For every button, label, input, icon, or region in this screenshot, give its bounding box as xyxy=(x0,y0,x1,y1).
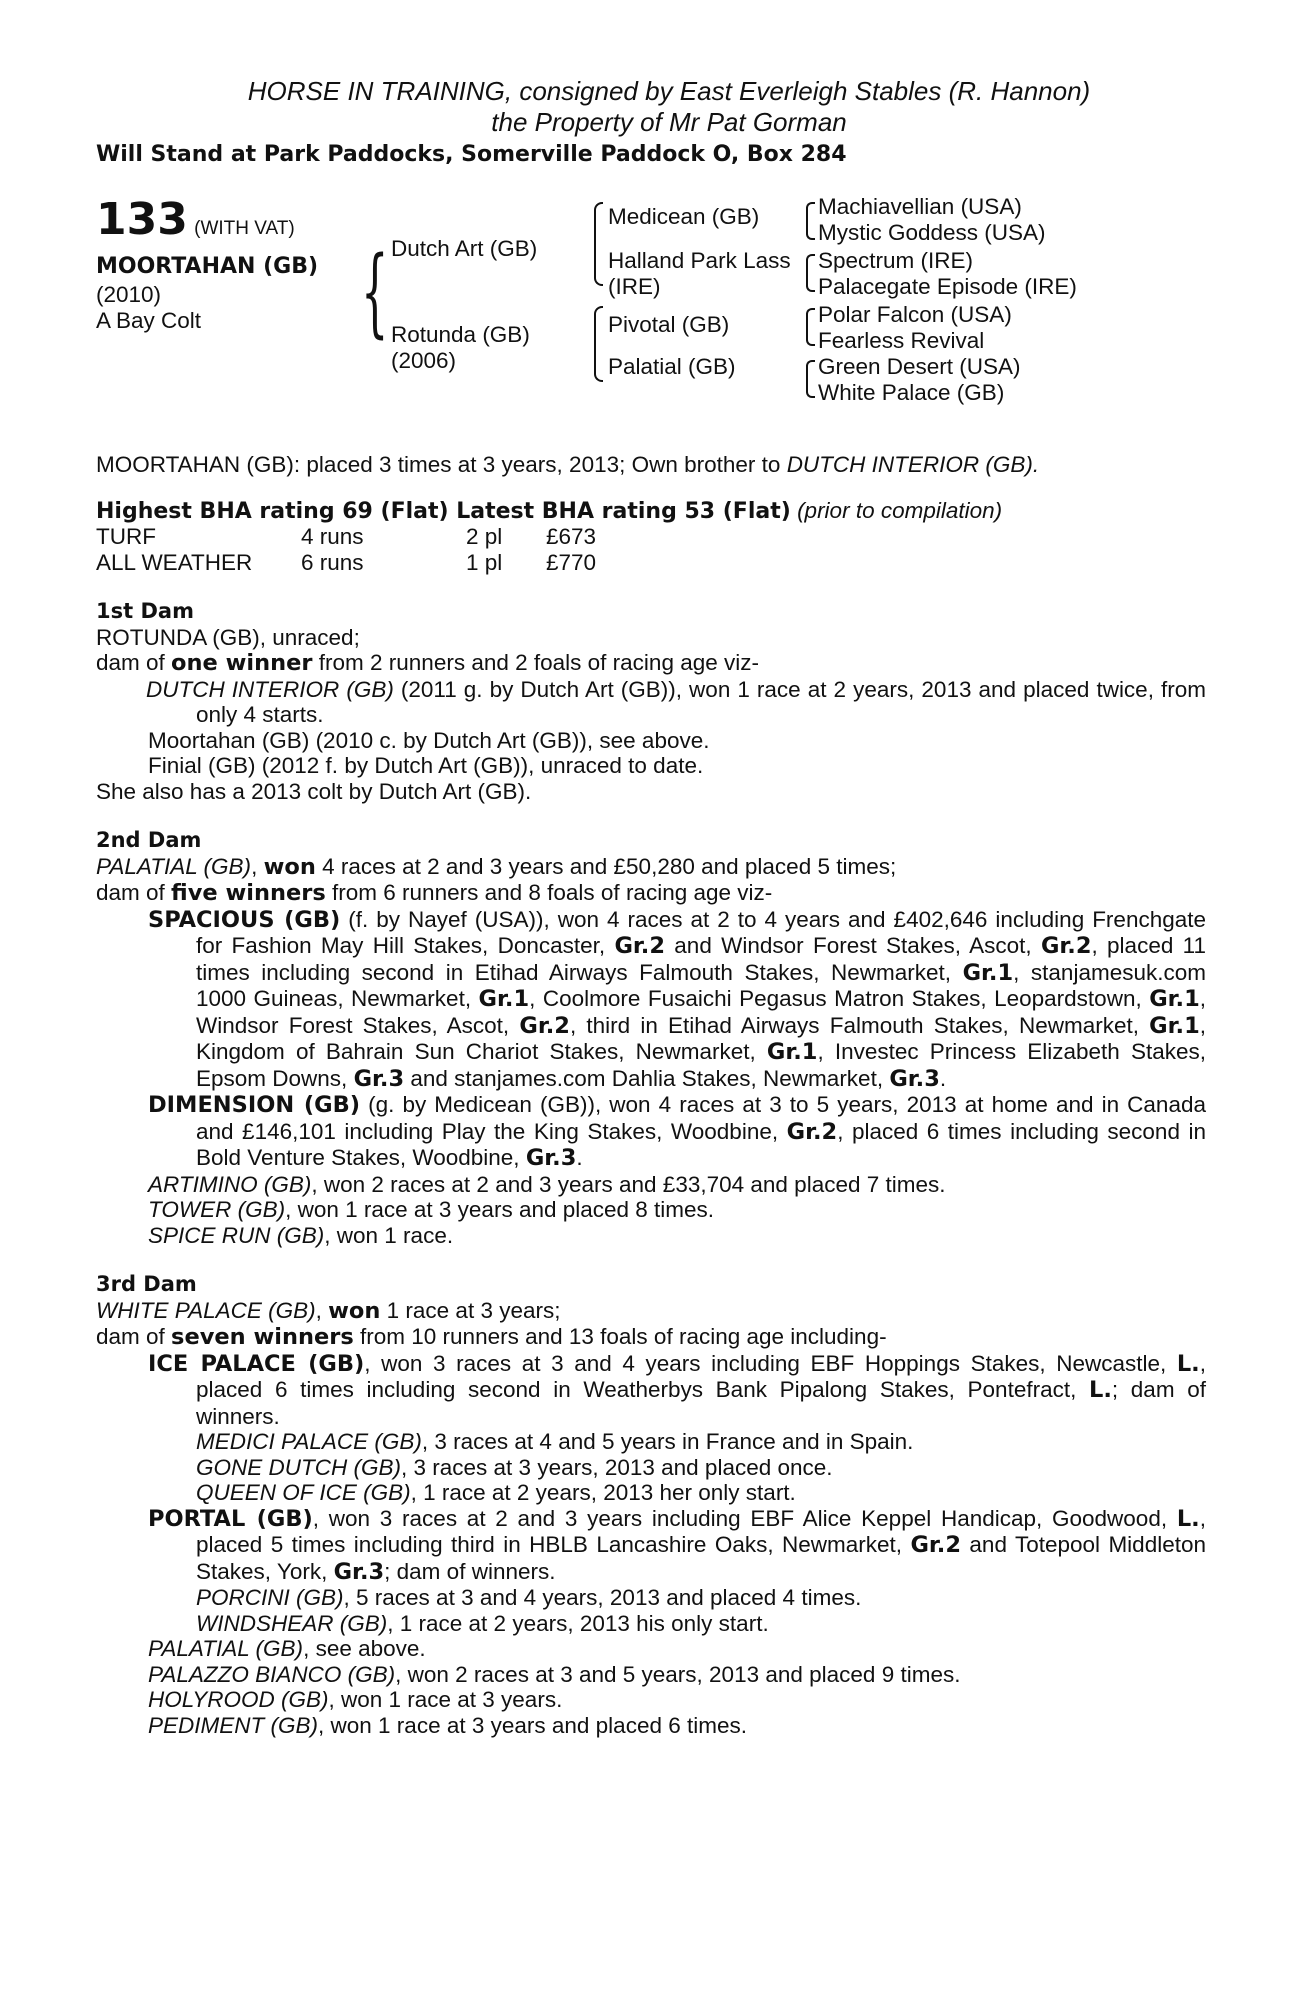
record-runs: 4 runs xyxy=(301,524,364,549)
produce-entry: HOLYROOD (GB), won 1 race at 3 years. xyxy=(148,1687,563,1712)
produce-entry: PALAZZO BIANCO (GB), won 2 races at 3 and 5 years, 2013 and placed 9 times. xyxy=(148,1661,961,1687)
produce-grandchild: QUEEN OF ICE (GB), 1 race at 2 years, 2013 her only start. xyxy=(196,1480,796,1505)
produce-entry: TOWER (GB), won 1 race at 3 years and placed 8 times. xyxy=(148,1197,715,1222)
gen4-5: Polar Falcon (USA) xyxy=(818,302,1012,327)
gen3-dam-dam: Palatial (GB) xyxy=(608,354,736,379)
vat-note: (WITH VAT) xyxy=(194,218,295,239)
lot-number: 133 xyxy=(96,194,188,245)
dam-year: (2006) xyxy=(391,348,457,373)
record-amount: £770 xyxy=(546,549,597,575)
dam-of-line: dam of one winner from 2 runners and 2 foals of racing age viz- xyxy=(96,650,759,676)
produce-entry: SPACIOUS (GB) (f. by Nayef (USA)), won 4 races at 2 to 4 years and £402,646 including Frenchgate for Fashion May Hill Stakes, Doncaster, Gr.2 and Windsor Forest Stakes, Ascot, Gr.2, placed 11 times including second in Etihad Airways Falmouth Stakes, Newmarket, Gr.1, stanjamesuk.com 1000 Guineas, Newmarket, Gr.1, Coolmore Fusaichi Pegasus Matron Stakes, Leopardstown, Gr.1, Windsor Forest Stakes, Ascot, Gr.2, third in Etihad Airways Falmouth Stakes, Newmarket, Gr.1, Kingdom of Bahrain Sun Chariot Stakes, Newmarket, Gr.1, Investec Princess Elizabeth Stakes, Epsom Downs, Gr.3 and stanjames.com Dahlia Stakes, Newmarket, Gr.3. xyxy=(148,906,1207,1092)
dam-name: PALATIAL (GB), won 4 races at 2 and 3 years and £50,280 and placed 5 times; xyxy=(96,853,897,880)
record-placed: 1 pl xyxy=(466,549,503,575)
record-runs: 6 runs xyxy=(301,549,364,575)
gen3-sire-dam: Halland Park Lass xyxy=(608,248,791,273)
produce-grandchild: PORCINI (GB), 5 races at 3 and 4 years, 2013 and placed 4 times. xyxy=(196,1585,862,1610)
section-title: 1st Dam xyxy=(96,599,194,623)
bha-rating-text: Highest BHA rating 69 (Flat) Latest BHA rating 53 (Flat) xyxy=(96,498,791,524)
gen4-3: Spectrum (IRE) xyxy=(818,248,974,273)
first-dam-section xyxy=(96,599,1206,804)
pedigree-block xyxy=(96,194,1206,434)
gen4-brace-3 xyxy=(806,308,815,346)
sire-line-brace xyxy=(594,202,603,286)
record-placed: 2 pl xyxy=(466,524,503,549)
brother-name: DUTCH INTERIOR (GB). xyxy=(786,452,1040,477)
owner-line: the Property of Mr Pat Gorman xyxy=(491,107,847,137)
produce-grandchild: WINDSHEAR (GB), 1 race at 2 years, 2013 his only start. xyxy=(196,1610,769,1636)
produce-grandchild: MEDICI PALACE (GB), 3 races at 4 and 5 years in France and in Spain. xyxy=(196,1429,914,1454)
location-line: Will Stand at Park Paddocks, Somerville Paddock O, Box 284 xyxy=(96,142,847,167)
dam-name: ROTUNDA (GB), unraced; xyxy=(96,624,360,650)
bha-rating xyxy=(96,498,1206,525)
gen4-8: White Palace (GB) xyxy=(818,380,1005,405)
produce-entry: DUTCH INTERIOR (GB) (2011 g. by Dutch Art (GB)), won 1 race at 2 years, 2013 and placed twice, from only 4 starts. xyxy=(146,676,1206,727)
produce-entry: DIMENSION (GB) (g. by Medicean (GB)), won 4 races at 3 to 5 years, 2013 at home and in Canada and £146,101 including Play the King Stakes, Woodbine, Gr.2, placed 6 times including second in Bold Venture Stakes, Woodbine, Gr.3. xyxy=(148,1092,1206,1171)
produce-entry: SPICE RUN (GB), won 1 race. xyxy=(148,1222,454,1248)
produce-entry: Finial (GB) (2012 f. by Dutch Art (GB)), unraced to date. xyxy=(148,753,704,778)
dam-line-brace xyxy=(594,306,603,382)
record-surface: ALL WEATHER xyxy=(96,549,253,575)
gen4-brace-1 xyxy=(806,202,815,240)
gen4-brace-2 xyxy=(806,254,815,292)
dam-of-line: dam of seven winners from 10 runners and 13 foals of racing age including- xyxy=(96,1324,887,1350)
produce-entry: PEDIMENT (GB), won 1 race at 3 years and placed 6 times. xyxy=(148,1712,747,1738)
gen4-brace-4 xyxy=(806,360,815,398)
pedigree-brace: { xyxy=(361,236,389,348)
produce-grandchild: GONE DUTCH (GB), 3 races at 3 years, 2013 and placed once. xyxy=(196,1454,833,1480)
record-surface: TURF xyxy=(96,524,156,549)
produce-entry: PORTAL (GB), won 3 races at 2 and 3 years including EBF Alice Keppel Handicap, Goodwood, L., placed 5 times including third in HBLB Lancashire Oaks, Newmarket, Gr.2 and Totepool Middleton Stakes, York, Gr.3; dam of winners. xyxy=(148,1505,1206,1585)
horse-name: MOORTAHAN (GB) xyxy=(96,254,319,279)
gen4-6: Fearless Revival xyxy=(818,328,985,353)
dam-name: WHITE PALACE (GB), won 1 race at 3 years; xyxy=(96,1297,561,1324)
second-dam-section xyxy=(96,828,1206,1248)
gen3-sire-dam-country: (IRE) xyxy=(608,274,661,299)
gen4-1: Machiavellian (USA) xyxy=(818,194,1022,219)
gen3-sire-sire: Medicean (GB) xyxy=(608,204,760,229)
race-record-table xyxy=(96,524,1206,575)
section-title: 2nd Dam xyxy=(96,828,202,852)
dam-of-line: dam of five winners from 6 runners and 8 foals of racing age viz- xyxy=(96,880,773,906)
bha-prior-note: (prior to compilation) xyxy=(797,497,1003,523)
horse-year: (2010) xyxy=(96,282,162,307)
catalogue-page xyxy=(96,76,1206,1738)
lot-heading xyxy=(96,196,295,244)
record-amount: £673 xyxy=(546,524,597,549)
produce-entry: ARTIMINO (GB), won 2 races at 2 and 3 years and £33,704 and placed 7 times. xyxy=(148,1171,946,1197)
produce-entry: Moortahan (GB) (2010 c. by Dutch Art (GB)), see above. xyxy=(148,727,710,753)
consignor-line: HORSE IN TRAINING, consigned by East Everleigh Stables (R. Hannon) xyxy=(247,76,1091,106)
gen3-dam-sire: Pivotal (GB) xyxy=(608,312,730,337)
sire-name: Dutch Art (GB) xyxy=(391,236,538,261)
produce-entry: ICE PALACE (GB), won 3 races at 3 and 4 years including EBF Hoppings Stakes, Newcastle, L., placed 6 times including second in Weatherbys Bank Pipalong Stakes, Pontefract, L.; dam of winners. xyxy=(148,1350,1206,1429)
section-title: 3rd Dam xyxy=(96,1272,197,1296)
performance-note: MOORTAHAN (GB): placed 3 times at 3 years, 2013; Own brother to DUTCH INTERIOR (GB). xyxy=(96,452,1040,477)
third-dam-section xyxy=(96,1272,1206,1738)
gen4-2: Mystic Goddess (USA) xyxy=(818,220,1046,245)
gen4-4: Palacegate Episode (IRE) xyxy=(818,274,1077,299)
produce-note: She also has a 2013 colt by Dutch Art (GB). xyxy=(96,778,532,804)
horse-description: A Bay Colt xyxy=(96,308,202,333)
produce-entry: PALATIAL (GB), see above. xyxy=(148,1636,426,1661)
gen4-7: Green Desert (USA) xyxy=(818,354,1021,379)
dam-name: Rotunda (GB) xyxy=(391,322,530,347)
